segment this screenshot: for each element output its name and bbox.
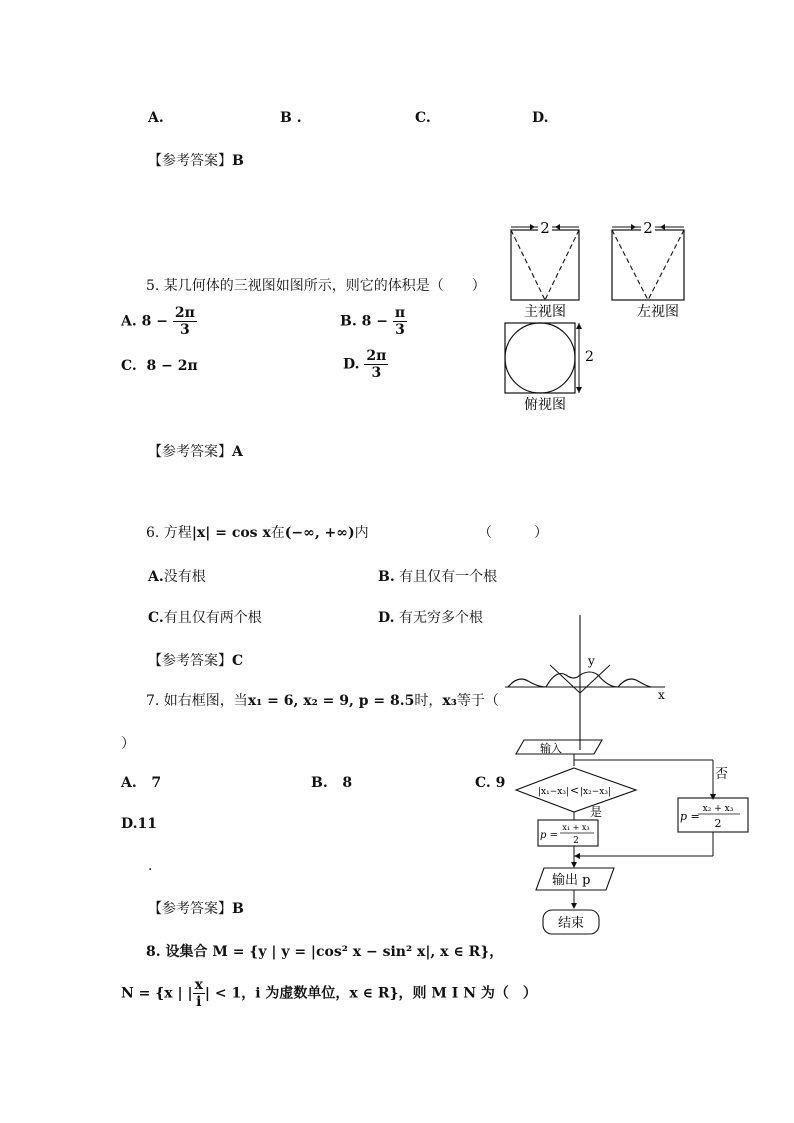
q7-option-b	[311, 775, 352, 791]
flowchart	[510, 738, 755, 940]
option-label: D.	[121, 816, 138, 832]
denominator: i	[196, 994, 202, 1010]
stem-text: 等于（	[456, 693, 499, 709]
condition-right: |x₂−x₃|	[580, 787, 611, 797]
fraction	[364, 349, 388, 380]
q4-option-b: B .	[280, 110, 302, 126]
q6-option-c	[148, 607, 262, 627]
option-label: C.	[475, 775, 491, 791]
answer-value: C	[232, 653, 244, 669]
option-label: D.	[378, 610, 395, 626]
abs-left-branch	[550, 665, 580, 693]
numerator: x	[194, 977, 203, 993]
target-variable: x₃	[442, 693, 457, 709]
top-view-label: 俯视图	[524, 397, 566, 413]
set-definition: N = {x | |	[121, 985, 193, 1002]
yes-numerator: x₁ + x₃	[562, 823, 590, 832]
option-expr: 8 −	[141, 313, 168, 330]
cos-graph	[500, 615, 680, 750]
option-text: 有且仅有两个根	[163, 610, 262, 626]
answer-label: 【参考答案】	[148, 901, 232, 917]
q8-line2	[121, 978, 537, 1009]
option-text: 没有根	[163, 569, 206, 585]
q6-option-b	[378, 566, 497, 586]
no-denominator: 2	[714, 817, 722, 830]
answer-label: 【参考答案】	[148, 153, 232, 169]
denominator: 3	[179, 322, 190, 338]
option-label: B.	[378, 569, 395, 585]
q4-option-a: A.	[148, 110, 164, 126]
q6-stem	[146, 522, 369, 542]
fraction	[393, 306, 407, 337]
q4-answer	[148, 150, 244, 170]
no-label: 否	[715, 767, 729, 782]
end-label: 结束	[557, 916, 585, 931]
q6-option-d	[378, 607, 483, 627]
three-view-figure	[495, 215, 700, 415]
stem-text: 7. 如右框图，当	[146, 693, 248, 709]
q5-stem: 5. 某几何体的三视图如图所示，则它的体积是（ ）	[146, 278, 486, 294]
front-view	[511, 219, 579, 320]
numerator: 2π	[366, 348, 387, 364]
q8-line1: 8. 设集合 M = {y | y = |cos² x − sin² x|, x ∈ R}，	[146, 944, 504, 960]
condition-left: |x₁−x₃|	[538, 787, 569, 797]
q4-option-c: C.	[415, 110, 431, 126]
condition-operator: <	[570, 784, 580, 797]
q7-dot: .	[148, 858, 153, 874]
set-definition-rest: | < 1，i 为虚数单位，x ∈ R}，则 M I N 为（ ）	[204, 985, 537, 1002]
q6-paren: （ ）	[478, 525, 548, 541]
side-dimension: 2	[643, 219, 653, 237]
y-axis-label: y	[588, 654, 595, 668]
q5-option-b	[340, 306, 407, 337]
q7-option-a	[121, 775, 161, 791]
variables: x₁ = 6, x₂ = 9, p = 8.5	[247, 693, 415, 709]
end-terminal	[543, 910, 599, 934]
no-numerator: x₂ + x₃	[702, 804, 734, 814]
yes-label: 是	[590, 805, 603, 819]
numerator: π	[394, 305, 406, 321]
option-label: B.	[311, 775, 328, 791]
p-equals: p =	[680, 810, 700, 823]
input-box	[516, 740, 602, 755]
q5-option-a	[121, 306, 197, 337]
decision-diamond	[516, 768, 636, 812]
output-label: 输出 p	[552, 873, 591, 888]
yes-assignment-box	[538, 820, 598, 846]
answer-label: 【参考答案】	[148, 444, 232, 460]
no-assignment-box	[678, 798, 748, 832]
stem-text: 在	[270, 525, 285, 541]
output-box	[536, 868, 614, 890]
q4-option-d: D.	[532, 110, 549, 126]
yes-denominator: 2	[573, 836, 579, 846]
option-label: D.	[343, 356, 360, 373]
option-value: 11	[137, 816, 157, 832]
q6-answer	[148, 650, 243, 670]
q5-option-c	[121, 358, 198, 374]
q7-option-c	[475, 775, 505, 791]
option-expr: 8 − 2π	[146, 358, 198, 374]
option-label: A.	[148, 569, 164, 585]
option-label: C.	[148, 610, 164, 626]
front-dimension: 2	[540, 219, 550, 237]
option-value: 9	[495, 775, 506, 791]
q7-close-paren: ）	[121, 736, 135, 752]
equation: |x| = cos x	[191, 525, 271, 541]
option-text: 有无穷多个根	[398, 610, 483, 626]
option-value: 8	[342, 775, 353, 791]
answer-value: B	[232, 901, 244, 917]
p-equals: p =	[540, 830, 558, 841]
q5-answer	[148, 441, 243, 461]
front-view-label: 主视图	[524, 304, 566, 320]
q7-answer	[148, 898, 244, 918]
abs-right-branch	[580, 665, 610, 693]
input-label: 输入	[540, 742, 562, 755]
denominator: 3	[371, 365, 382, 381]
option-label: C.	[121, 358, 137, 374]
answer-value: B	[232, 153, 244, 169]
fraction	[173, 306, 197, 337]
q7-option-d	[121, 816, 157, 832]
answer-value: A	[232, 444, 243, 460]
stem-text: 6. 方程	[146, 525, 192, 541]
option-text: 有且仅有一个根	[399, 569, 498, 585]
answer-label: 【参考答案】	[148, 653, 232, 669]
option-label: A.	[121, 775, 137, 791]
q7-stem	[146, 690, 499, 710]
option-label: A.	[121, 313, 137, 330]
option-expr: 8 −	[361, 313, 388, 330]
x-axis-label: x	[658, 688, 665, 702]
option-label: B.	[340, 313, 357, 330]
side-view-label: 左视图	[637, 304, 679, 320]
q5-option-d	[343, 349, 388, 380]
side-view	[612, 219, 684, 320]
denominator: 3	[395, 322, 405, 338]
option-value: 7	[151, 775, 162, 791]
top-dimension: 2	[585, 349, 594, 365]
numerator: 2π	[174, 305, 195, 321]
q6-option-a	[148, 566, 206, 586]
stem-text: 内	[354, 525, 369, 541]
stem-text: 时，	[414, 693, 443, 709]
interval: (−∞, +∞)	[284, 525, 355, 541]
top-view	[505, 323, 594, 413]
fraction	[193, 978, 205, 1009]
